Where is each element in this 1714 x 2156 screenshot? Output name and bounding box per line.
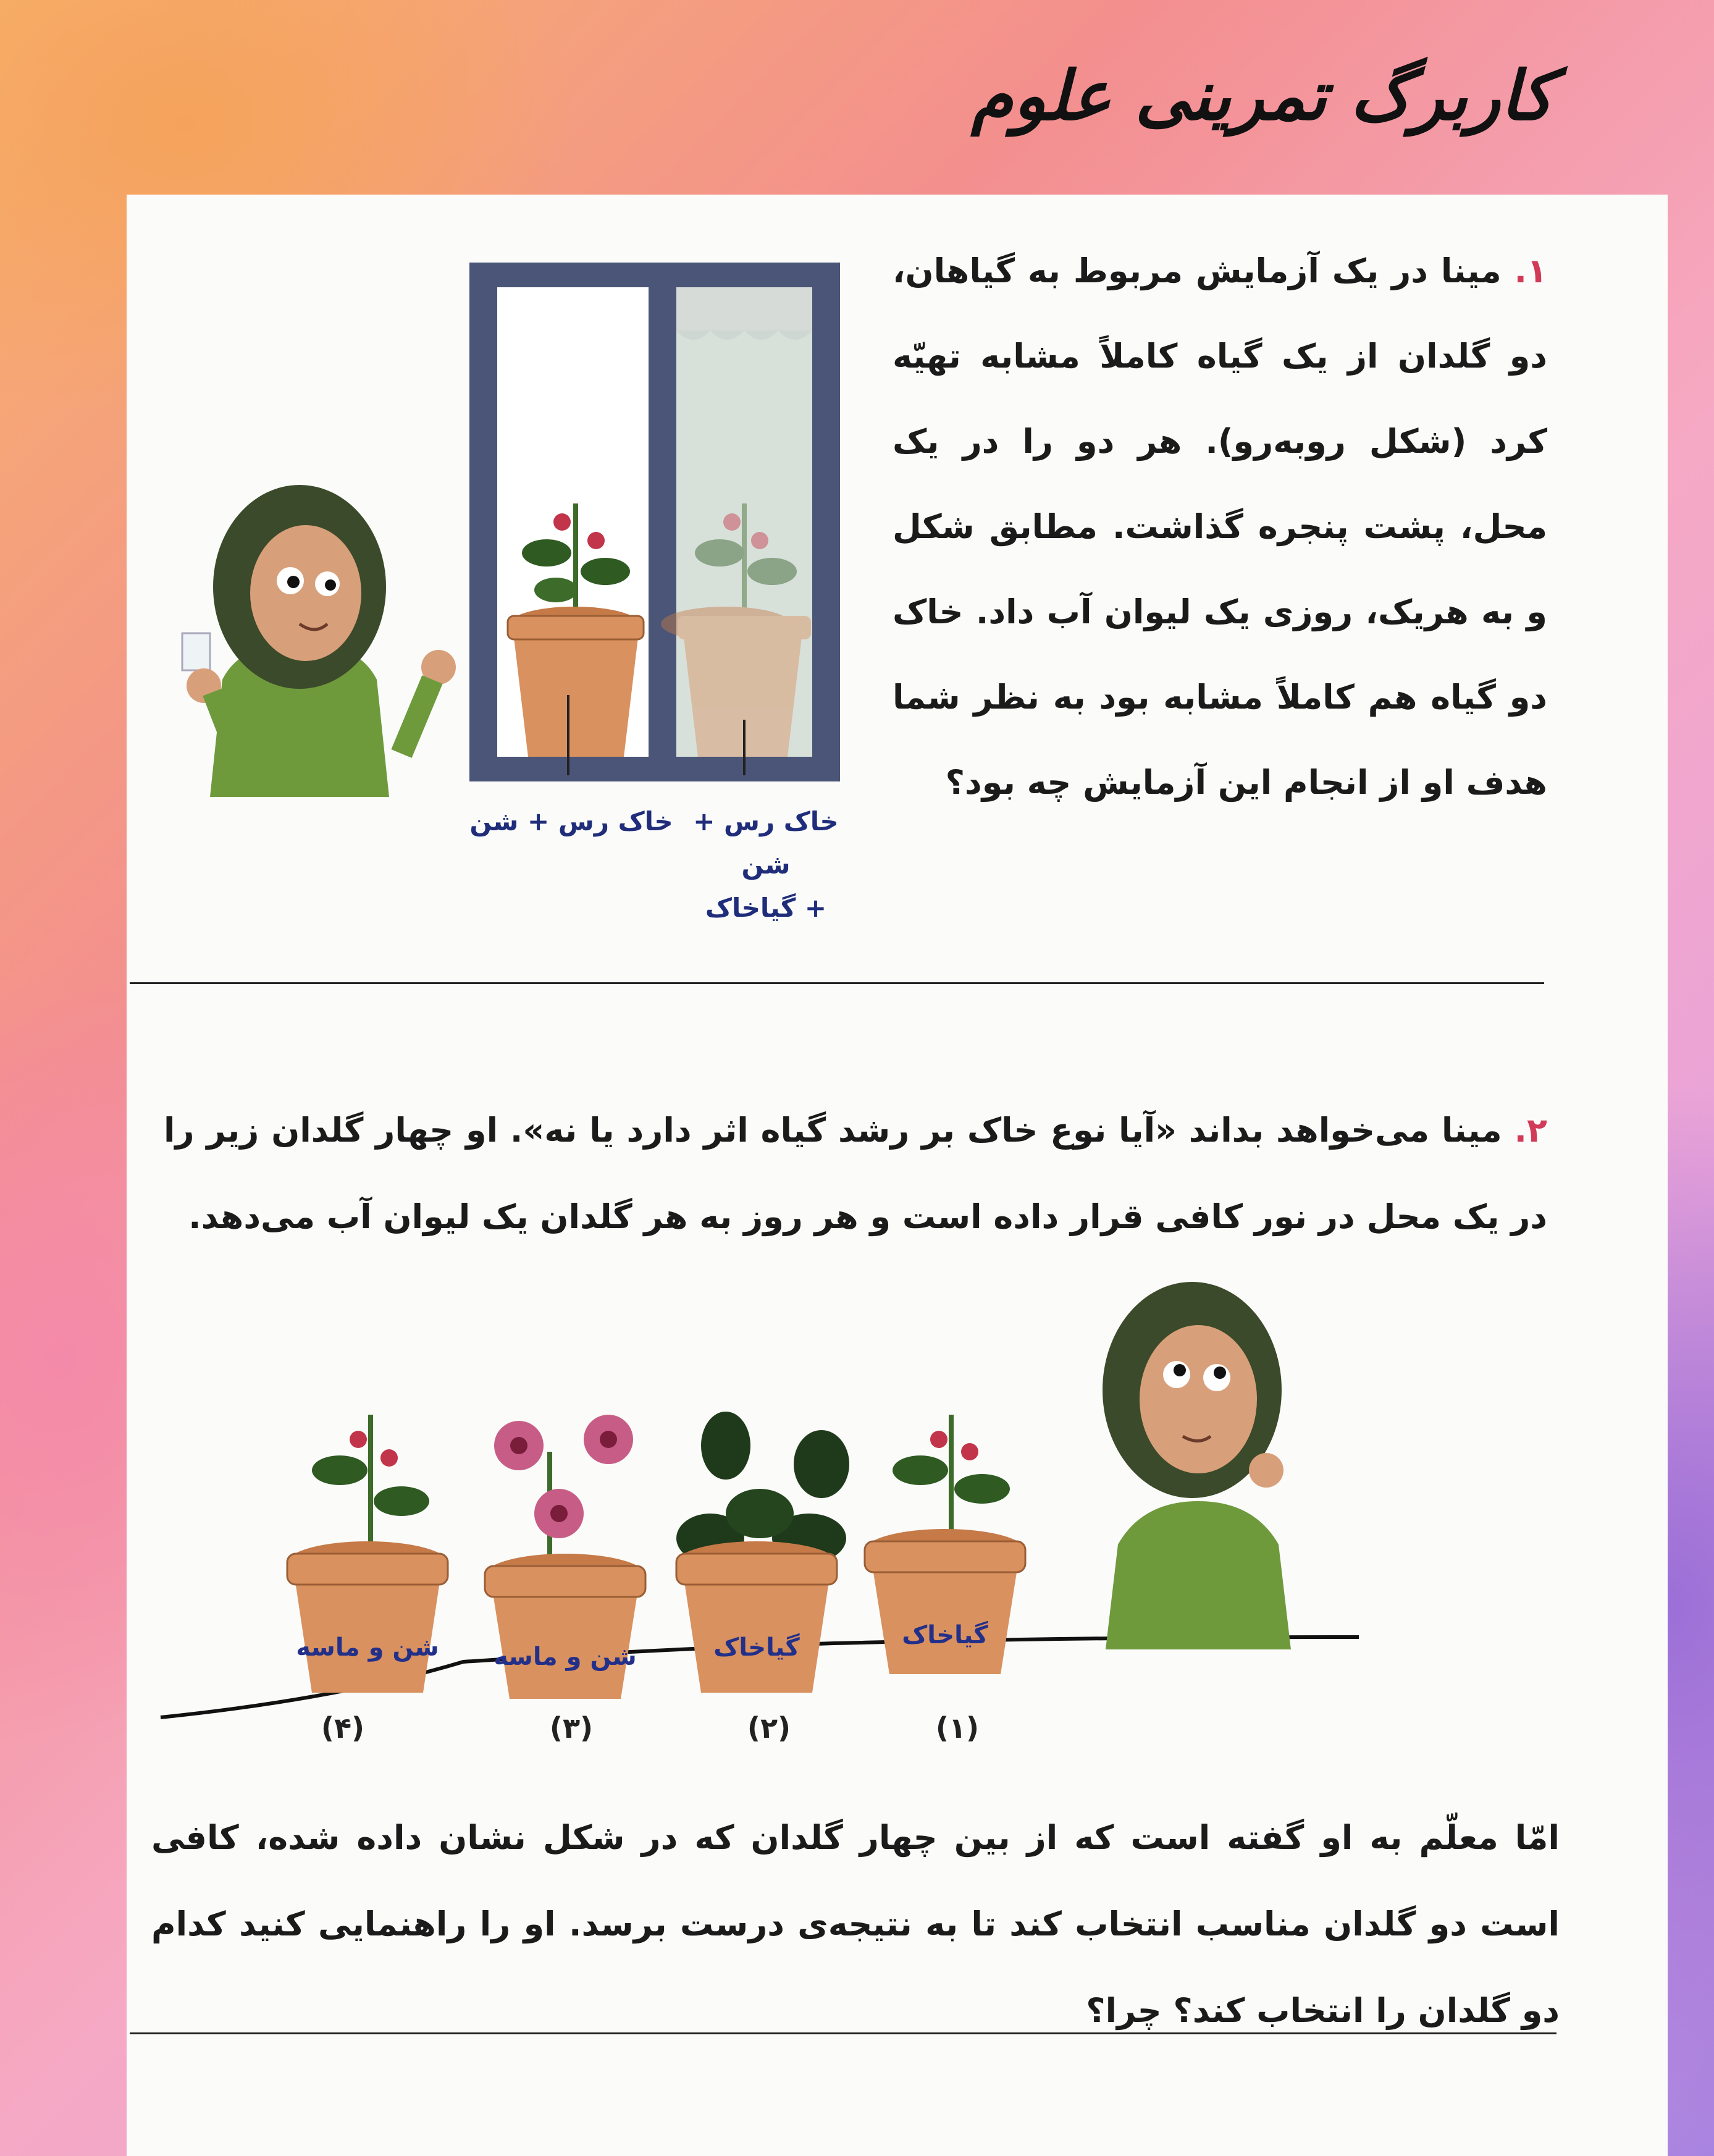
question-1-text: مینا در یک آزمایش مربوط به گیاهان، دو گلدان از یک گیاه کاملاً مشابه تهیّه کرد (شکل روبه‌رو). هر دو را در یک محل، پشت پنجره گذاشت. مطابق شکل و به هریک، روزی یک لیوان آب داد. خاک دو گیاه هم کاملاً مشابه بود به نظر شما هدف او از انجام این آزمایش چه بود؟ [893,251,1547,802]
question-2-number: ۲. [1514,1111,1547,1150]
worksheet-title: کاربرگ تمرینی علوم [971,56,1553,135]
label-right-pot-line2: + گیاخاک [705,893,827,923]
pot-left [508,607,644,757]
answer-line-2[interactable] [130,2032,1556,2034]
pot-3-label: شن و ماسه [494,1643,637,1671]
girl-with-glass-illustration [167,488,476,797]
label-right-pot [667,800,865,930]
question-1 [893,229,1547,825]
pot-3-number: (۳) [549,1711,594,1745]
question-2 [164,1087,1547,1260]
answer-line-1[interactable] [130,982,1544,984]
girl-thinking-illustration [1103,1282,1291,1649]
pot-2-number: (۲) [747,1711,791,1745]
question-2-followup: امّا معلّم به او گفته است که از بین چهار گلدان که در شکل نشان داده شده، کافی است دو گلدان مناسب انتخاب کند تا به نتیجه‌ی درست برسد. او را راهنمایی کنید کدام دو گلدان را انتخاب کند؟ چرا؟ [151,1818,1560,2030]
label-right-pot-line1: خاک رس + شن [693,806,839,880]
question-2-text: مینا می‌خواهد بداند «آیا نوع خاک بر رشد گیاه اثر دارد یا نه». او چهار گلدان زیر را در یک محل در نور کافی قرار داده است و هر روز به هر گلدان یک لیوان آب می‌دهد. [164,1111,1547,1236]
pot-1-label: گیاخاک [902,1621,988,1649]
pot-4-number: (۴) [321,1711,365,1745]
question-1-number: ۱. [1514,251,1547,290]
window-illustration [469,263,840,781]
label-left-pot: خاک رس + شن [469,806,673,836]
four-pots-illustration [154,1266,1390,1736]
pot-4-label: شن و ماسه [296,1633,439,1662]
pot-1-number: (۱) [935,1711,980,1745]
pot-2-label: گیاخاک [713,1633,800,1662]
glass-icon [182,633,210,670]
